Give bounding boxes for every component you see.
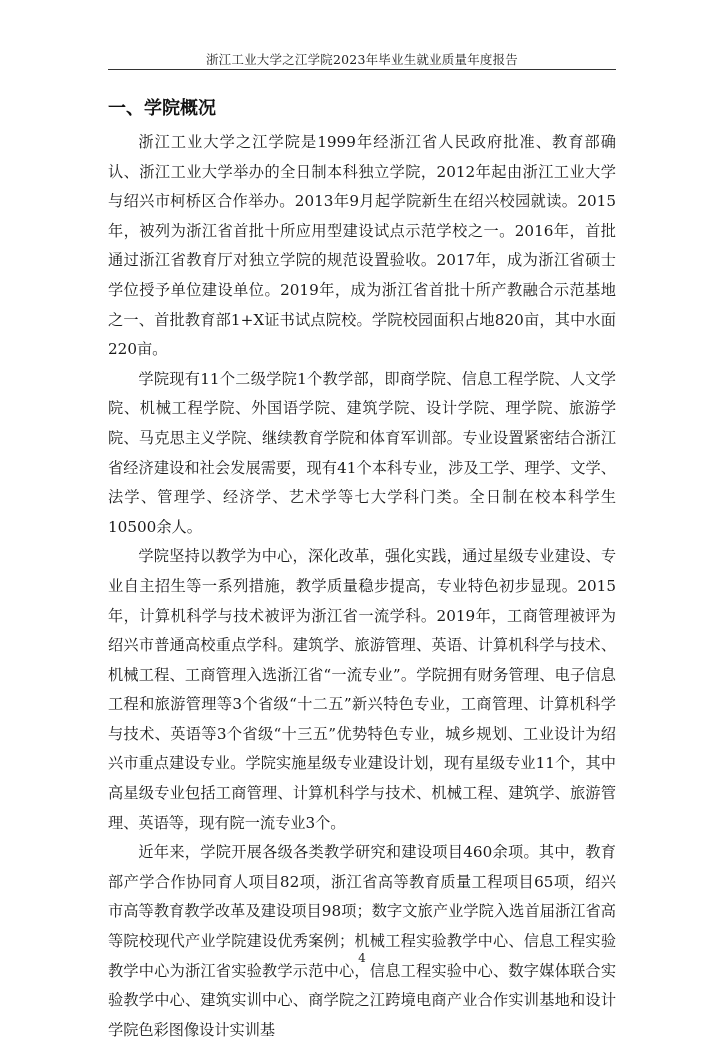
header-divider [108,69,616,70]
paragraph-history: 浙江工业大学之江学院是1999年经浙江省人民政府批准、教育部确认、浙江工业大学举办的全日制本科独立学院，2012年起由浙江工业大学与绍兴市柯桥区合作举办。2013年9月起学院新生在绍兴校园就读。2015年，被列为浙江省首批十所应用型建设试点示范学校之一。2016年，首批通过浙江省教育厅对独立学院的规范设置验收。2017年，成为浙江省硕士学位授予单位建设单位。2019年，成为浙江省首批十所产教融合示范基地之一、首批教育部1+X证书试点院校。学院校园面积占地820亩，其中水面220亩。 [108,133,616,359]
paragraph-schools: 学院现有11个二级学院1个教学部，即商学院、信息工程学院、人文学院、机械工程学院、外国语学院、建筑学院、设计学院、理学院、旅游学院、马克思主义学院、继续教育学院和体育军训部。专业设置紧密结合浙江省经济建设和社会发展需要，现有41个本科专业，涉及工学、理学、文学、法学、管理学、经济学、艺术学等七大学科门类。全日制在校本科学生10500余人。 [108,369,616,536]
section-heading: 一、学院概况 [108,98,216,119]
paragraph-projects: 近年来，学院开展各级各类教学研究和建设项目460余项。其中，教育部产学合作协同育人项目82项，浙江省高等教育质量工程项目65项，绍兴市高等教育教学改革及建设项目98项；数字文旅产业学院入选首届浙江省高等院校现代产业学院建设优秀案例；机械工程实验教学中心、信息工程实验教学中心为浙江省实验教学示范中心，信息工程实验中心、数字媒体联合实验教学中心、建筑实训中心、商学院之江跨境电商产业合作实训基地和设计学院色彩图像设计实训基 [108,843,616,1039]
page-number: 4 [358,951,366,965]
body-text [108,128,616,1045]
paragraph-teaching: 学院坚持以教学为中心，深化改革，强化实践，通过星级专业建设、专业自主招生等一系列措施，教学质量稳步提高，专业特色初步显现。2015年，计算机科学与技术被评为浙江省一流学科。2019年，工商管理被评为绍兴市普通高校重点学科。建筑学、旅游管理、英语、计算机科学与技术、机械工程、工商管理入选浙江省“一流专业”。学院拥有财务管理、电子信息工程和旅游管理等3个省级“十二五”新兴特色专业，工商管理、计算机科学与技术、英语等3个省级“十三五”优势特色专业，城乡规划、工业设计为绍兴市重点建设专业。学院实施星级专业建设计划，现有星级专业11个，其中高星级专业包括工商管理、计算机科学与技术、机械工程、建筑学、旅游管理、英语等，现有院一流专业3个。 [108,547,616,832]
running-header: 浙江工业大学之江学院2023年毕业生就业质量年度报告 [205,52,518,67]
